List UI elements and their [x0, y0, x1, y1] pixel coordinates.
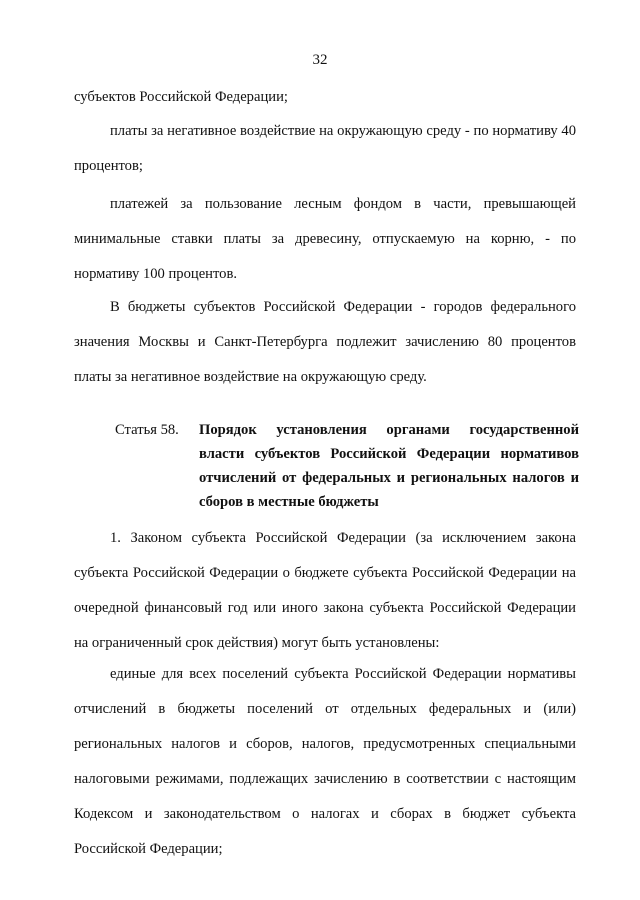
paragraph-continuation: субъектов Российской Федерации; — [74, 89, 288, 105]
paragraph-forest-payments: платежей за пользование лесным фондом в части, превышающей минимальные ставки платы за древесину, отпускаемую на корню, - по нормативу 100 процентов. — [74, 196, 576, 282]
paragraph-federal-cities: В бюджеты субъектов Российской Федерации - городов федерального значения Москвы и Санкт-Петербурга подлежит зачислению 80 процентов платы за негативное воздействие на окружающую среду. — [74, 299, 576, 385]
paragraph-environment-fee: платы за негативное воздействие на окружающую среду - по нормативу 40 процентов; — [74, 123, 576, 174]
article-number: Статья 58. — [115, 422, 179, 438]
article-title: Порядок установления органами государственной власти субъектов Российской Федерации нормативов отчислений от федеральных и региональных налогов и сборов в местные бюджеты — [199, 422, 579, 510]
clause-1-item-1: единые для всех поселений субъекта Российской Федерации нормативы отчислений в бюджеты поселений от отдельных федеральных и (или) региональных налогов и сборов, налогов, предусмотренных специальными налоговыми режимами, подлежащих зачислению в соответствии с настоящим Кодексом и законодательством о налогах и сборах в бюджет субъекта Российской Федерации; — [74, 666, 576, 857]
page-number: 32 — [312, 52, 328, 68]
clause-1: 1. Законом субъекта Российской Федерации (за исключением закона субъекта Российской Федерации о бюджете субъекта Российской Федерации на очередной финансовый год или иного закона субъекта Российской Федерации на ограниченный срок действия) могут быть установлены: — [74, 530, 576, 651]
